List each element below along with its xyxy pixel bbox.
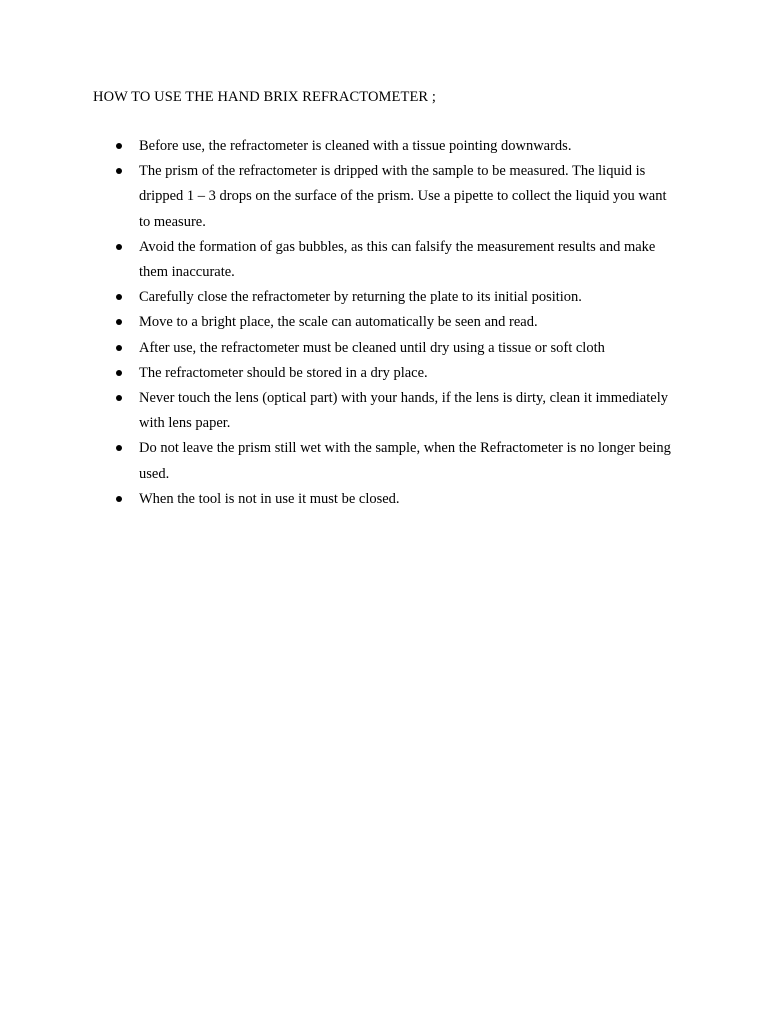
- bullet-icon: [116, 294, 122, 300]
- bullet-icon: [116, 319, 122, 325]
- bullet-icon: [116, 143, 122, 149]
- list-item: [0, 134, 674, 159]
- list-item-text: Never touch the lens (optical part) with your hands, if the lens is dirty, clean it immediately with lens paper.: [139, 390, 668, 432]
- list-item-text: Before use, the refractometer is cleaned with a tissue pointing downwards.: [139, 138, 572, 154]
- instruction-list: [0, 134, 768, 512]
- document-heading: HOW TO USE THE HAND BRIX REFRACTOMETER ;: [93, 89, 437, 105]
- list-item-text: After use, the refractometer must be cleaned until dry using a tissue or soft cloth: [139, 339, 605, 356]
- list-item-text: The prism of the refractometer is dripped with the sample to be measured. The liquid is dripped 1 – 3 drops on the surface of the prism. Use a pipette to collect the liquid you want to measure.: [139, 163, 667, 230]
- list-item: [0, 336, 674, 361]
- list-item-text: When the tool is not in use it must be closed.: [139, 490, 400, 507]
- bullet-icon: [116, 345, 122, 351]
- list-item: [0, 361, 674, 386]
- bullet-icon: [116, 395, 122, 401]
- list-item: [0, 235, 674, 285]
- list-item: [0, 285, 674, 310]
- list-item-text: Avoid the formation of gas bubbles, as this can falsify the measurement results and make them inaccurate.: [139, 238, 656, 281]
- bullet-icon: [116, 168, 122, 174]
- list-item-text: Carefully close the refractometer by returning the plate to its initial position.: [139, 289, 582, 306]
- list-item-text: The refractometer should be stored in a dry place.: [139, 364, 428, 381]
- list-item: [0, 386, 674, 436]
- bullet-icon: [116, 244, 122, 250]
- list-item: [0, 487, 674, 512]
- list-item: [0, 310, 674, 335]
- list-item: [0, 436, 674, 486]
- list-item-text: Move to a bright place, the scale can automatically be seen and read.: [139, 314, 538, 331]
- bullet-icon: [116, 445, 122, 451]
- bullet-icon: [116, 496, 122, 502]
- list-item: [0, 159, 674, 235]
- list-item-text: Do not leave the prism still wet with the sample, when the Refractometer is no longer being used.: [139, 440, 671, 482]
- bullet-icon: [116, 370, 122, 376]
